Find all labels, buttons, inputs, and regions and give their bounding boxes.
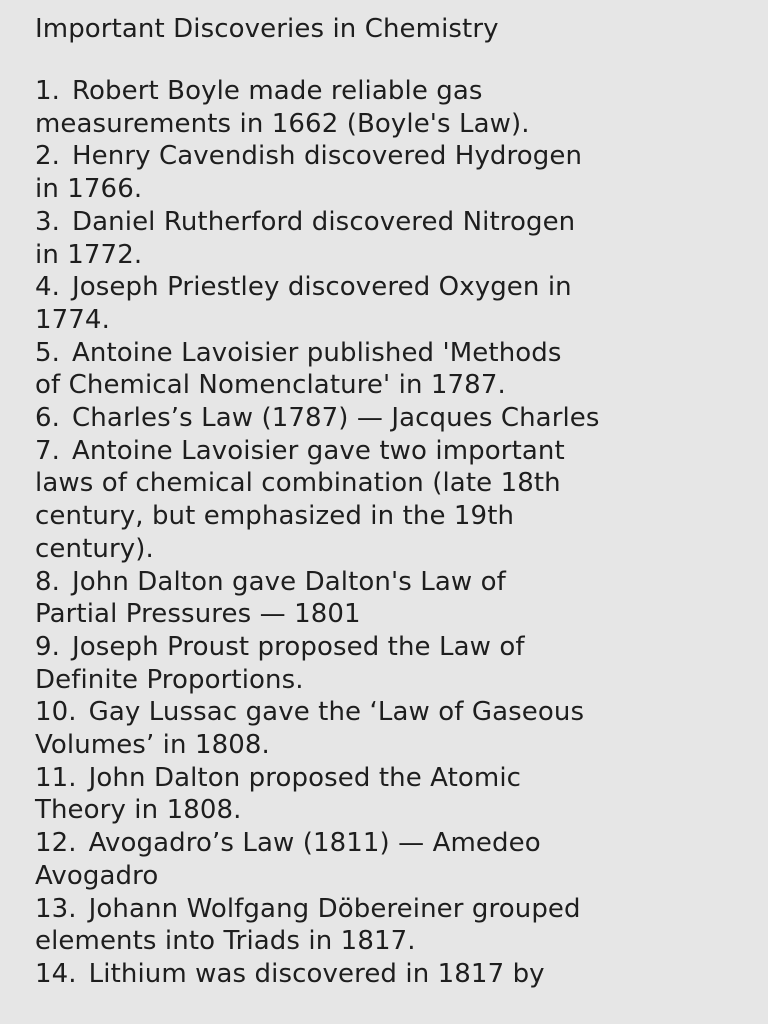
item-text: Volumes’ in 1808. bbox=[35, 730, 270, 761]
item-number: 3. bbox=[35, 206, 61, 237]
list-item bbox=[35, 827, 757, 892]
item-text: Avogadro bbox=[35, 860, 159, 891]
list-item bbox=[35, 337, 757, 402]
item-number: 9. bbox=[35, 631, 61, 662]
item-number: 2. bbox=[35, 141, 61, 172]
list-item bbox=[35, 435, 757, 566]
list-item bbox=[35, 696, 757, 761]
item-text: in 1766. bbox=[35, 174, 143, 205]
item-number: 5. bbox=[35, 337, 61, 368]
item-number: 7. bbox=[35, 435, 61, 466]
item-text: Antoine Lavoisier published 'Methods bbox=[72, 337, 562, 368]
list-item bbox=[35, 631, 757, 696]
item-text: Charles’s Law (1787) — Jacques Charles bbox=[72, 403, 600, 434]
item-number: 10. bbox=[35, 697, 77, 728]
item-text: John Dalton gave Dalton's Law of bbox=[72, 566, 506, 597]
item-text: Partial Pressures — 1801 bbox=[35, 599, 361, 630]
item-text: laws of chemical combination (late 18th bbox=[35, 468, 561, 499]
list-item bbox=[35, 140, 757, 205]
list-item bbox=[35, 206, 757, 271]
item-text: century). bbox=[35, 533, 154, 564]
item-text: Robert Boyle made reliable gas bbox=[72, 76, 483, 106]
item-number: 4. bbox=[35, 272, 61, 303]
list-item bbox=[35, 402, 757, 435]
item-text: of Chemical Nomenclature' in 1787. bbox=[35, 370, 506, 401]
list-item bbox=[35, 762, 757, 827]
item-number: 6. bbox=[35, 403, 61, 434]
item-text: Lithium was discovered in 1817 by bbox=[88, 958, 545, 989]
item-text: Avogadro’s Law (1811) — Amedeo bbox=[88, 828, 541, 859]
item-text: century, but emphasized in the 19th bbox=[35, 501, 515, 532]
item-number: 1. bbox=[35, 76, 61, 106]
item-text: in 1772. bbox=[35, 239, 143, 270]
item-text: Johann Wolfgang Döbereiner grouped bbox=[88, 893, 581, 924]
item-text: 1774. bbox=[35, 304, 110, 335]
page-title: Important Discoveries in Chemistry bbox=[35, 14, 499, 44]
item-text: Gay Lussac gave the ‘Law of Gaseous bbox=[88, 697, 585, 728]
list-item bbox=[35, 75, 757, 140]
item-text: John Dalton proposed the Atomic bbox=[88, 762, 522, 793]
list-item bbox=[35, 893, 757, 958]
item-number: 8. bbox=[35, 566, 61, 597]
list-item bbox=[35, 958, 757, 991]
item-text: Daniel Rutherford discovered Nitrogen bbox=[72, 206, 576, 237]
item-number: 11. bbox=[35, 762, 77, 793]
item-text: measurements in 1662 (Boyle's Law). bbox=[35, 108, 530, 139]
item-number: 12. bbox=[35, 828, 77, 859]
item-text: Definite Proportions. bbox=[35, 664, 304, 695]
item-text: Theory in 1808. bbox=[35, 795, 242, 826]
list-item bbox=[35, 271, 757, 336]
document-page bbox=[35, 10, 757, 991]
item-text: elements into Triads in 1817. bbox=[35, 926, 416, 957]
list-item bbox=[35, 566, 757, 631]
item-number: 14. bbox=[35, 958, 77, 989]
item-number: 13. bbox=[35, 893, 77, 924]
item-text: Antoine Lavoisier gave two important bbox=[72, 435, 565, 466]
item-text: Joseph Proust proposed the Law of bbox=[72, 631, 525, 662]
item-text: Henry Cavendish discovered Hydrogen bbox=[72, 141, 583, 172]
item-text: Joseph Priestley discovered Oxygen in bbox=[72, 272, 572, 303]
